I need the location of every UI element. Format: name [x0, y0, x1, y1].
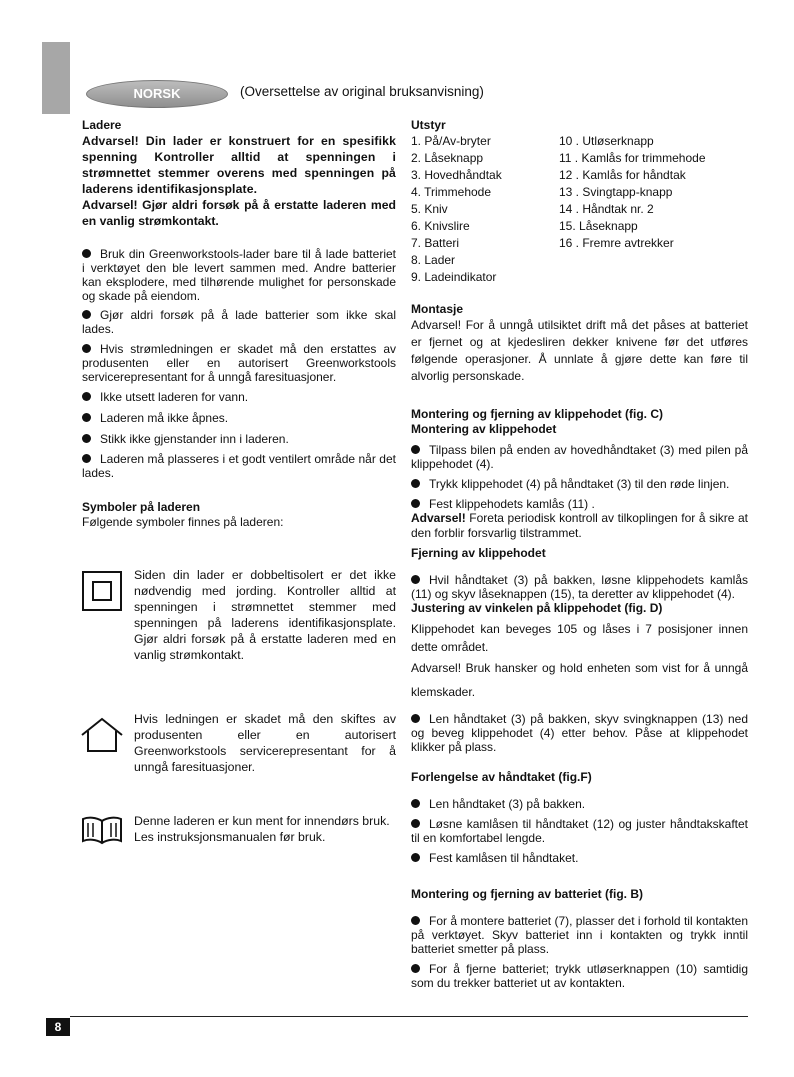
list-item: Trykk klippehodet (4) på håndtaket (3) til den røde linjen. — [411, 477, 748, 491]
list-item: 14 . Håndtak nr. 2 — [559, 202, 654, 216]
parts-list-col-2 — [559, 133, 748, 286]
cutting-head-warning: Advarsel! Foreta periodisk kontroll av tilkoplingen for å sikre at den forblir forsvarlig tilstrammet. — [411, 511, 748, 540]
bullet-icon — [82, 249, 91, 258]
montasje-text: Advarsel! For å unngå utilsiktet drift må det påses at batteriet er fjernet og at kjedesliren dekker knivene før det utføres følgende operasjoner. Å unnlate å gjøre dette kan føre til alvorlig personskade. — [411, 318, 748, 383]
right-column — [411, 118, 748, 990]
list-item: 1. På/Av-bryter — [411, 134, 491, 148]
list-item: Fest klippehodets kamlås (11) . — [411, 497, 748, 511]
subheading-remove-head: Fjerning av klippehodet — [411, 546, 546, 560]
bullet-icon — [411, 799, 420, 808]
bullet-icon — [82, 310, 91, 319]
list-item: 5. Kniv — [411, 202, 448, 216]
symbol-double-insulated: Siden din lader er dobbeltisolert er det ikke nødvendig med jording. Kontroller alltid at spenningen i strømnettet stemmer med spenningen på laderens identifikasjonsplate. Gjør aldri forsøk på å erstatte laderen med en vanlig strømkontakt. — [82, 567, 396, 663]
list-item: 13 . Svingtapp-knapp — [559, 185, 673, 199]
list-item: Løsne kamlåsen til håndtaket (12) og juster håndtakskaftet til en komfortabel lengde. — [411, 817, 748, 845]
subheading-mount-head: Montering av klippehodet — [411, 422, 557, 436]
adjust-angle-text: Klippehodet kan beveges 105 og låses i 7 posisjoner innen dette området. — [411, 622, 748, 654]
bullet-icon — [411, 499, 420, 508]
list-item: 16 . Fremre avtrekker — [559, 236, 674, 250]
list-item: 2. Låseknapp — [411, 151, 484, 165]
list-item: 15. Låseknapp — [559, 219, 638, 233]
symbol-read-manual: Denne laderen er kun ment for innendørs bruk. Les instruksjonsmanualen før bruk. — [82, 813, 396, 845]
section-heading-symbols: Symboler på laderen — [82, 500, 201, 514]
warning-plug: Advarsel! Gjør aldri forsøk på å erstatte laderen med en vanlig strømkontakt. — [82, 198, 396, 228]
list-item: Gjør aldri forsøk på å lade batterier som ikke skal lades. — [82, 308, 396, 336]
bullet-icon — [411, 445, 420, 454]
house-icon — [80, 717, 124, 753]
section-heading-battery: Montering og fjerning av batteriet (fig. B) — [411, 887, 643, 901]
list-item: Tilpass bilen på enden av hovedhåndtaket (3) med pilen på klippehodet (4). — [411, 443, 748, 471]
manual-book-icon — [80, 815, 124, 845]
symbols-intro: Følgende symboler finnes på laderen: — [82, 515, 284, 529]
list-item: Len håndtaket (3) på bakken. — [411, 797, 748, 811]
bullet-icon — [82, 413, 91, 422]
list-item: 7. Batteri — [411, 236, 460, 250]
section-heading-montasje: Montasje — [411, 302, 464, 316]
document-subtitle: (Oversettelse av original bruksanvisning) — [240, 84, 484, 99]
adjust-angle-warning: Advarsel! Bruk hansker og hold enheten som vist for å unngå klemskader. — [411, 661, 748, 699]
bullet-icon — [82, 454, 91, 463]
list-item: Bruk din Greenworkstools-lader bare til å lade batteriet i verktøyet den ble levert sammen med. Andre batterier kan eksplodere, med tilhørende mulighet for personskade og skade på eiendom. — [82, 247, 396, 303]
language-badge: NORSK — [86, 80, 228, 108]
left-column — [82, 118, 396, 845]
page-number: 8 — [46, 1018, 70, 1036]
bullet-icon — [411, 964, 420, 973]
section-heading-utstyr: Utstyr — [411, 118, 446, 132]
list-item: 10 . Utløserknapp — [559, 134, 654, 148]
bullet-icon — [82, 344, 91, 353]
list-item: For å fjerne batteriet; trykk utløserknappen (10) samtidig som du trekker batteriet ut av kontakten. — [411, 962, 748, 990]
list-item: Laderen må ikke åpnes. — [82, 411, 396, 425]
parts-list — [411, 133, 748, 286]
bullet-icon — [82, 392, 91, 401]
symbol-indoor-use: Hvis ledningen er skadet må den skiftes av produsenten eller en autorisert Greenworkstools servicerepresentant for å unngå faresituasjoner. — [82, 711, 396, 775]
list-item: Len håndtaket (3) på bakken, skyv svingknappen (13) ned og beveg klippehodet (4) etter behov. Påse at klippehodet klikker på plass. — [411, 712, 748, 754]
list-item: 9. Ladeindikator — [411, 270, 497, 284]
section-heading-cutting-head: Montering og fjerning av klippehodet (fig. C) — [411, 407, 663, 421]
list-item: Stikk ikke gjenstander inn i laderen. — [82, 432, 396, 446]
section-heading-extend-handle: Forlengelse av håndtaket (fig.F) — [411, 770, 592, 784]
footer-divider — [70, 1016, 748, 1017]
list-item: 3. Hovedhåndtak — [411, 168, 502, 182]
list-item: 8. Lader — [411, 253, 456, 267]
bullet-icon — [411, 575, 420, 584]
list-item: Fest kamlåsen til håndtaket. — [411, 851, 748, 865]
bullet-icon — [411, 916, 420, 925]
warning-voltage: Advarsel! Din lader er konstruert for en spesifikk spenning Kontroller alltid at spenningen i strømnettet stemmer overens med spenningen på laderens identifikasjonsplate. — [82, 134, 396, 196]
subheading-adjust-angle: Justering av vinkelen på klippehodet (fig. D) — [411, 601, 663, 615]
list-item: 4. Trimmehode — [411, 185, 492, 199]
section-heading-ladere: Ladere — [82, 118, 122, 132]
bullet-icon — [82, 434, 91, 443]
list-item: 6. Knivslire — [411, 219, 470, 233]
bullet-icon — [411, 853, 420, 862]
list-item: Hvis strømledningen er skadet må den erstattes av produsenten eller en autorisert Greenworkstools servicerepresentant for å unngå faresituasjoner. — [82, 342, 396, 384]
list-item: Hvil håndtaket (3) på bakken, løsne klippehodets kamlås (11) og skyv låseknappen (15), ta deretter av klippehodet (4). — [411, 573, 748, 601]
bullet-icon — [411, 479, 420, 488]
list-item: Laderen må plasseres i et godt ventilert område når det lades. — [82, 452, 396, 480]
bullet-icon — [411, 819, 420, 828]
list-item: 11 . Kamlås for trimmehode — [559, 151, 706, 165]
double-insulation-icon — [82, 571, 122, 611]
bullet-icon — [411, 714, 420, 723]
parts-list-col-1 — [411, 133, 559, 286]
side-tab-marker — [42, 42, 70, 114]
list-item: For å montere batteriet (7), plasser det i forhold til kontakten på verktøyet. Skyv batteriet inn i kontakten og trykk inntil batteriet smetter på plass. — [411, 914, 748, 956]
list-item: 12 . Kamlås for håndtak — [559, 168, 686, 182]
list-item: Ikke utsett laderen for vann. — [82, 390, 396, 404]
